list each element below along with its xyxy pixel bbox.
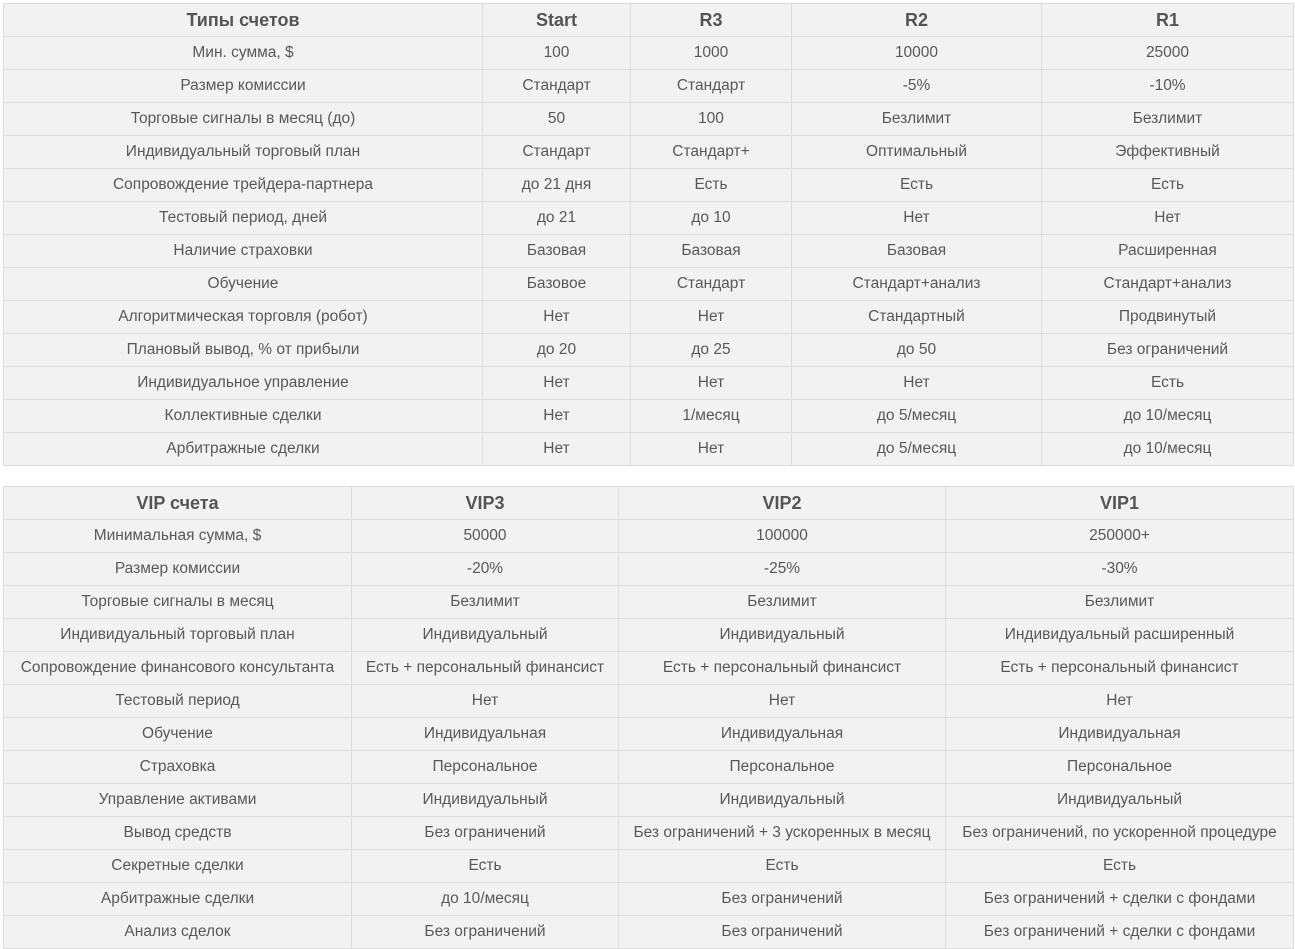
- table-cell: Без ограничений + 3 ускоренных в месяц: [619, 817, 946, 850]
- table-cell: до 10/месяц: [1042, 433, 1294, 466]
- row-label-cell: Минимальная сумма, $: [4, 520, 352, 553]
- row-label-cell: Торговые сигналы в месяц: [4, 586, 352, 619]
- account-types-header: [4, 4, 1294, 37]
- table-cell: Нет: [631, 367, 792, 400]
- table-cell: 25000: [1042, 37, 1294, 70]
- table-cell: Базовое: [483, 268, 631, 301]
- table-cell: Без ограничений + сделки с фондами: [946, 883, 1294, 916]
- table-cell: 10000: [792, 37, 1042, 70]
- table-row: [4, 433, 1294, 466]
- table-cell: -5%: [792, 70, 1042, 103]
- table-cell: Стандарт+: [631, 136, 792, 169]
- row-label-cell: Индивидуальное управление: [4, 367, 483, 400]
- table-row: [4, 751, 1294, 784]
- table-cell: Есть: [946, 850, 1294, 883]
- header-cell-vip-accounts: VIP счета: [4, 487, 352, 520]
- table-cell: Базовая: [483, 235, 631, 268]
- table-cell: Безлимит: [1042, 103, 1294, 136]
- table-cell: Без ограничений, по ускоренной процедуре: [946, 817, 1294, 850]
- table-cell: Стандарт+анализ: [792, 268, 1042, 301]
- table-row: [4, 400, 1294, 433]
- table-cell: до 10: [631, 202, 792, 235]
- table-cell: Индивидуальный: [619, 619, 946, 652]
- header-row: [4, 487, 1294, 520]
- table-cell: 100000: [619, 520, 946, 553]
- table-cell: Есть + персональный финансист: [946, 652, 1294, 685]
- table-row: [4, 916, 1294, 949]
- header-cell-r1: R1: [1042, 4, 1294, 37]
- table-cell: Нет: [792, 202, 1042, 235]
- table-cell: Нет: [619, 685, 946, 718]
- header-cell-r2: R2: [792, 4, 1042, 37]
- table-row: [4, 883, 1294, 916]
- header-cell-r3: R3: [631, 4, 792, 37]
- table-cell: до 21: [483, 202, 631, 235]
- table-cell: Есть: [792, 169, 1042, 202]
- table-cell: Расширенная: [1042, 235, 1294, 268]
- table-cell: -25%: [619, 553, 946, 586]
- table-cell: Безлимит: [792, 103, 1042, 136]
- row-label-cell: Плановый вывод, % от прибыли: [4, 334, 483, 367]
- table-cell: до 10/месяц: [1042, 400, 1294, 433]
- table-cell: -20%: [352, 553, 619, 586]
- table-cell: 100: [631, 103, 792, 136]
- table-cell: до 25: [631, 334, 792, 367]
- table-cell: Есть: [352, 850, 619, 883]
- table-row: [4, 652, 1294, 685]
- row-label-cell: Коллективные сделки: [4, 400, 483, 433]
- table-cell: Стандарт: [483, 136, 631, 169]
- table-row: [4, 619, 1294, 652]
- table-cell: Эффективный: [1042, 136, 1294, 169]
- table-cell: Есть: [1042, 367, 1294, 400]
- table-row: [4, 817, 1294, 850]
- table-cell: Нет: [483, 367, 631, 400]
- table-cell: Индивидуальный: [352, 619, 619, 652]
- row-label-cell: Вывод средств: [4, 817, 352, 850]
- table-cell: 100: [483, 37, 631, 70]
- table-cell: Индивидуальная: [946, 718, 1294, 751]
- row-label-cell: Индивидуальный торговый план: [4, 619, 352, 652]
- row-label-cell: Тестовый период: [4, 685, 352, 718]
- table-row: [4, 202, 1294, 235]
- table-cell: до 5/месяц: [792, 433, 1042, 466]
- table-cell: до 10/месяц: [352, 883, 619, 916]
- table-row: [4, 850, 1294, 883]
- table-cell: 50000: [352, 520, 619, 553]
- table-cell: Нет: [792, 367, 1042, 400]
- table-cell: Индивидуальный: [352, 784, 619, 817]
- table-cell: Стандарт: [631, 268, 792, 301]
- row-label-cell: Обучение: [4, 268, 483, 301]
- table-cell: Безлимит: [619, 586, 946, 619]
- row-label-cell: Секретные сделки: [4, 850, 352, 883]
- table-row: [4, 586, 1294, 619]
- table-cell: Без ограничений + сделки с фондами: [946, 916, 1294, 949]
- table-cell: 1000: [631, 37, 792, 70]
- table-row: [4, 520, 1294, 553]
- table-cell: Без ограничений: [619, 916, 946, 949]
- row-label-cell: Страховка: [4, 751, 352, 784]
- table-row: [4, 784, 1294, 817]
- table-cell: Индивидуальная: [619, 718, 946, 751]
- table-row: [4, 301, 1294, 334]
- table-cell: Нет: [352, 685, 619, 718]
- table-cell: Есть + персональный финансист: [619, 652, 946, 685]
- row-label-cell: Управление активами: [4, 784, 352, 817]
- table-cell: Стандартный: [792, 301, 1042, 334]
- table-cell: Нет: [631, 433, 792, 466]
- table-cell: Без ограничений: [352, 817, 619, 850]
- vip-accounts-header: [4, 487, 1294, 520]
- table-cell: 1/месяц: [631, 400, 792, 433]
- table-cell: до 50: [792, 334, 1042, 367]
- table-cell: Оптимальный: [792, 136, 1042, 169]
- table-cell: Стандарт: [483, 70, 631, 103]
- table-cell: -30%: [946, 553, 1294, 586]
- table-cell: Индивидуальная: [352, 718, 619, 751]
- table-cell: Персональное: [946, 751, 1294, 784]
- table-cell: Есть: [619, 850, 946, 883]
- table-row: [4, 37, 1294, 70]
- header-cell-start: Start: [483, 4, 631, 37]
- table-cell: Нет: [946, 685, 1294, 718]
- table-cell: Базовая: [792, 235, 1042, 268]
- header-cell-vip2: VIP2: [619, 487, 946, 520]
- table-cell: Нет: [631, 301, 792, 334]
- row-label-cell: Размер комиссии: [4, 553, 352, 586]
- table-cell: Продвинутый: [1042, 301, 1294, 334]
- table-cell: Есть: [631, 169, 792, 202]
- table-cell: Без ограничений: [619, 883, 946, 916]
- table-row: [4, 367, 1294, 400]
- account-types-table: [3, 3, 1294, 466]
- table-cell: Безлимит: [352, 586, 619, 619]
- table-cell: Стандарт: [631, 70, 792, 103]
- table-cell: Без ограничений: [352, 916, 619, 949]
- table-cell: Нет: [483, 433, 631, 466]
- row-label-cell: Алгоритмическая торговля (робот): [4, 301, 483, 334]
- header-row: [4, 4, 1294, 37]
- table-cell: Индивидуальный: [619, 784, 946, 817]
- row-label-cell: Индивидуальный торговый план: [4, 136, 483, 169]
- table-cell: Индивидуальный расширенный: [946, 619, 1294, 652]
- row-label-cell: Анализ сделок: [4, 916, 352, 949]
- header-cell-vip1: VIP1: [946, 487, 1294, 520]
- header-cell-account-types: Типы счетов: [4, 4, 483, 37]
- table-cell: Есть + персональный финансист: [352, 652, 619, 685]
- table-cell: Персональное: [619, 751, 946, 784]
- table-row: [4, 136, 1294, 169]
- table-row: [4, 685, 1294, 718]
- table-cell: Нет: [1042, 202, 1294, 235]
- table-cell: Базовая: [631, 235, 792, 268]
- table-row: [4, 718, 1294, 751]
- table-cell: Стандарт+анализ: [1042, 268, 1294, 301]
- row-label-cell: Сопровождение финансового консультанта: [4, 652, 352, 685]
- table-cell: до 5/месяц: [792, 400, 1042, 433]
- row-label-cell: Арбитражные сделки: [4, 883, 352, 916]
- table-cell: Есть: [1042, 169, 1294, 202]
- table-row: [4, 553, 1294, 586]
- table-cell: -10%: [1042, 70, 1294, 103]
- table-cell: Персональное: [352, 751, 619, 784]
- row-label-cell: Торговые сигналы в месяц (до): [4, 103, 483, 136]
- table-row: [4, 70, 1294, 103]
- vip-accounts-table: [3, 486, 1294, 949]
- header-cell-vip3: VIP3: [352, 487, 619, 520]
- table-cell: Нет: [483, 301, 631, 334]
- table-cell: до 21 дня: [483, 169, 631, 202]
- account-types-body: [4, 37, 1294, 466]
- table-row: [4, 169, 1294, 202]
- vip-accounts-body: [4, 520, 1294, 949]
- table-row: [4, 235, 1294, 268]
- row-label-cell: Обучение: [4, 718, 352, 751]
- row-label-cell: Размер комиссии: [4, 70, 483, 103]
- row-label-cell: Тестовый период, дней: [4, 202, 483, 235]
- table-cell: Нет: [483, 400, 631, 433]
- row-label-cell: Арбитражные сделки: [4, 433, 483, 466]
- table-cell: Без ограничений: [1042, 334, 1294, 367]
- table-cell: 50: [483, 103, 631, 136]
- table-cell: Индивидуальный: [946, 784, 1294, 817]
- table-cell: 250000+: [946, 520, 1294, 553]
- table-cell: до 20: [483, 334, 631, 367]
- row-label-cell: Наличие страховки: [4, 235, 483, 268]
- row-label-cell: Сопровождение трейдера-партнера: [4, 169, 483, 202]
- table-row: [4, 103, 1294, 136]
- table-row: [4, 334, 1294, 367]
- table-cell: Безлимит: [946, 586, 1294, 619]
- table-row: [4, 268, 1294, 301]
- row-label-cell: Мин. сумма, $: [4, 37, 483, 70]
